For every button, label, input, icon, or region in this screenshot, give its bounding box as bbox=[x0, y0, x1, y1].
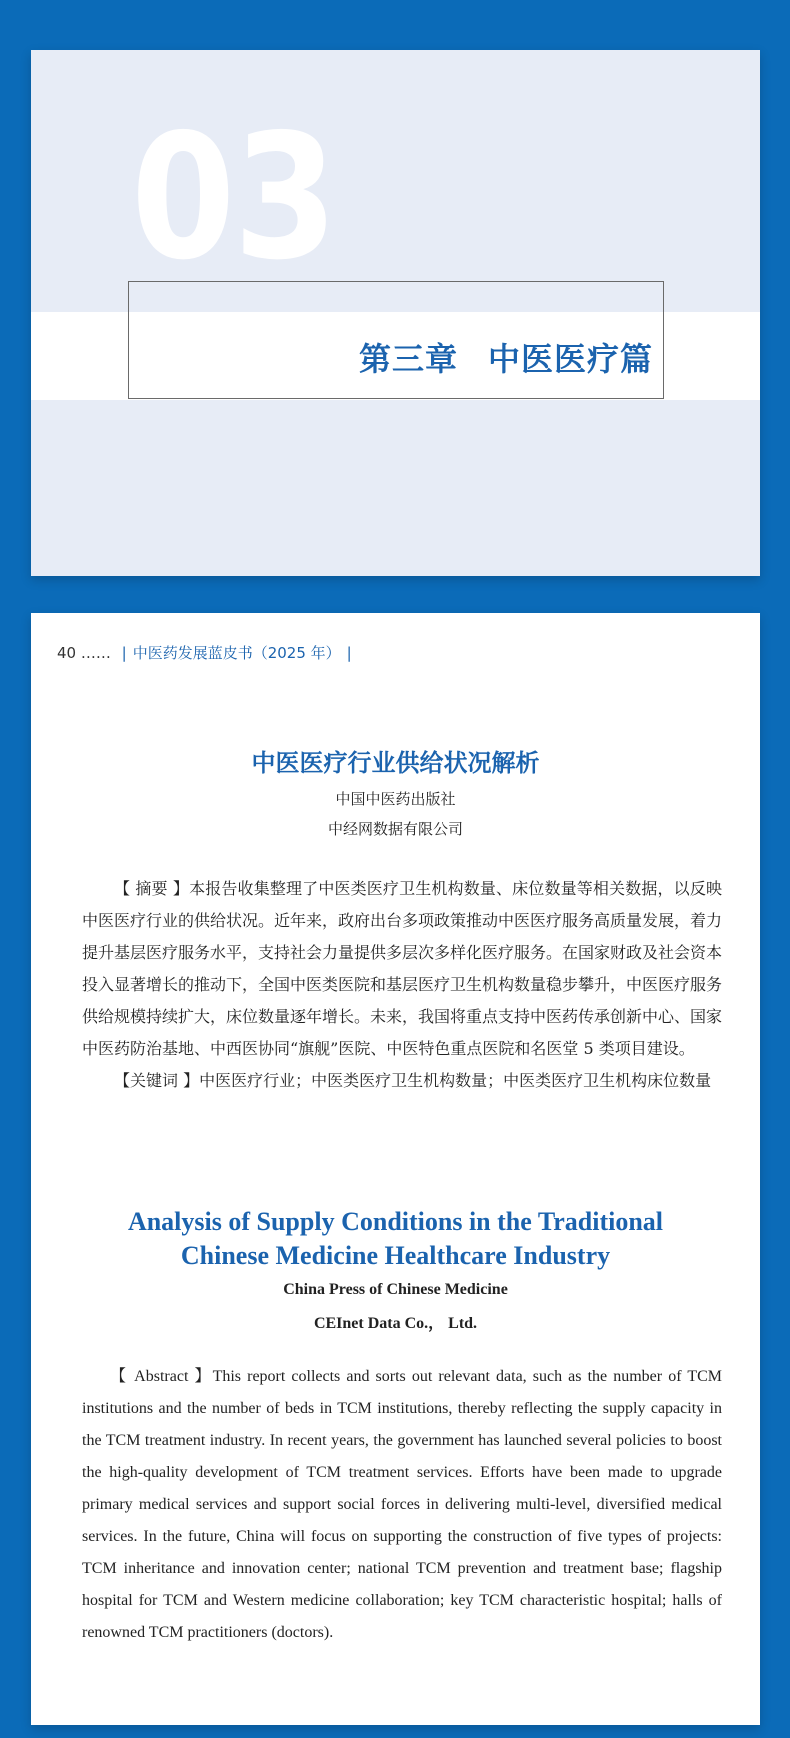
abstract-en-paragraph bbox=[82, 1361, 722, 1649]
chapter-title-label: 第三章 bbox=[358, 340, 458, 378]
separator-bar: | bbox=[121, 644, 127, 662]
keywords-cn-text: 中医医疗行业；中医类医疗卫生机构数量；中医类医疗卫生机构床位数量 bbox=[199, 1071, 712, 1090]
abstract-cn-text: 本报告收集整理了中医类医疗卫生机构数量、床位数量等相关数据，以反映中医医疗行业的供给状况。近年来，政府出台多项政策推动中医医疗服务高质量发展，着力提升基层医疗服务水平，支持社会力量提供多层次多样化医疗服务。在国家财政及社会资本投入显著增长的推动下，全国中医类医院和基层医疗卫生机构数量稳步攀升，中医医疗服务供给规模持续扩大，床位数量逐年增长。未来，我国将重点支持中医药传承创新中心、国家中医药防治基地、中西医协同“旗舰”医院、中医特色重点医院和名医堂 5 类项目建设。 bbox=[82, 879, 723, 1058]
keywords-cn-label: 【关键词 】 bbox=[114, 1071, 200, 1090]
author-en-2: CEInet Data Co.， Ltd. bbox=[313, 1315, 478, 1332]
author-cn-2: 中经网数据有限公司 bbox=[327, 820, 463, 838]
abstract-cn bbox=[82, 873, 722, 1097]
abstract-cn-paragraph bbox=[82, 873, 722, 1065]
article-title-en-line1: Analysis of Supply Conditions in the Traditional bbox=[127, 1207, 664, 1236]
article-title-cn: 中医医疗行业供给状况解析 bbox=[251, 749, 540, 777]
keywords-cn-paragraph bbox=[82, 1065, 722, 1097]
abstract-en bbox=[82, 1361, 722, 1649]
abstract-en-label: 【 Abstract 】 bbox=[110, 1368, 213, 1385]
page-number: 40 bbox=[57, 644, 77, 662]
article-page bbox=[31, 613, 760, 1725]
article-title-en-line2: Chinese Medicine Healthcare Industry bbox=[180, 1241, 611, 1270]
abstract-cn-label: 【 摘要 】 bbox=[114, 879, 190, 898]
author-cn-1: 中国中医药出版社 bbox=[335, 790, 456, 808]
running-head bbox=[57, 642, 358, 663]
author-en-1: China Press of Chinese Medicine bbox=[283, 1281, 508, 1298]
chapter-title bbox=[359, 334, 653, 380]
chapter-number: 03 bbox=[131, 98, 336, 299]
separator-bar-end: | bbox=[346, 644, 352, 662]
chapter-cover-card bbox=[31, 50, 760, 576]
abstract-en-text: This report collects and sorts out relevant data, such as the number of TCM institutions and the number of beds in TCM institutions, thereby reflecting the supply capacity in the TCM treatment industry. In recent years, the government has launched several policies to boost the high-quality development of TCM treatment services. Efforts have been made to upgrade primary medical services and support social forces in delivering multi-level, diversified medical services. In the future, China will focus on supporting the construction of five types of projects: TCM inheritance and innovation center; national TCM prevention and treatment base; flagship hospital for TCM and Western medicine collaboration; key TCM characteristic hospital; halls of renowned TCM practitioners (doctors). bbox=[82, 1368, 722, 1641]
article-title-en bbox=[31, 1205, 760, 1273]
book-title: 中医药发展蓝皮书（2025 年） bbox=[132, 644, 341, 662]
chapter-title-name: 中医医疗篇 bbox=[487, 340, 653, 378]
leader-dots: …… bbox=[80, 644, 111, 662]
